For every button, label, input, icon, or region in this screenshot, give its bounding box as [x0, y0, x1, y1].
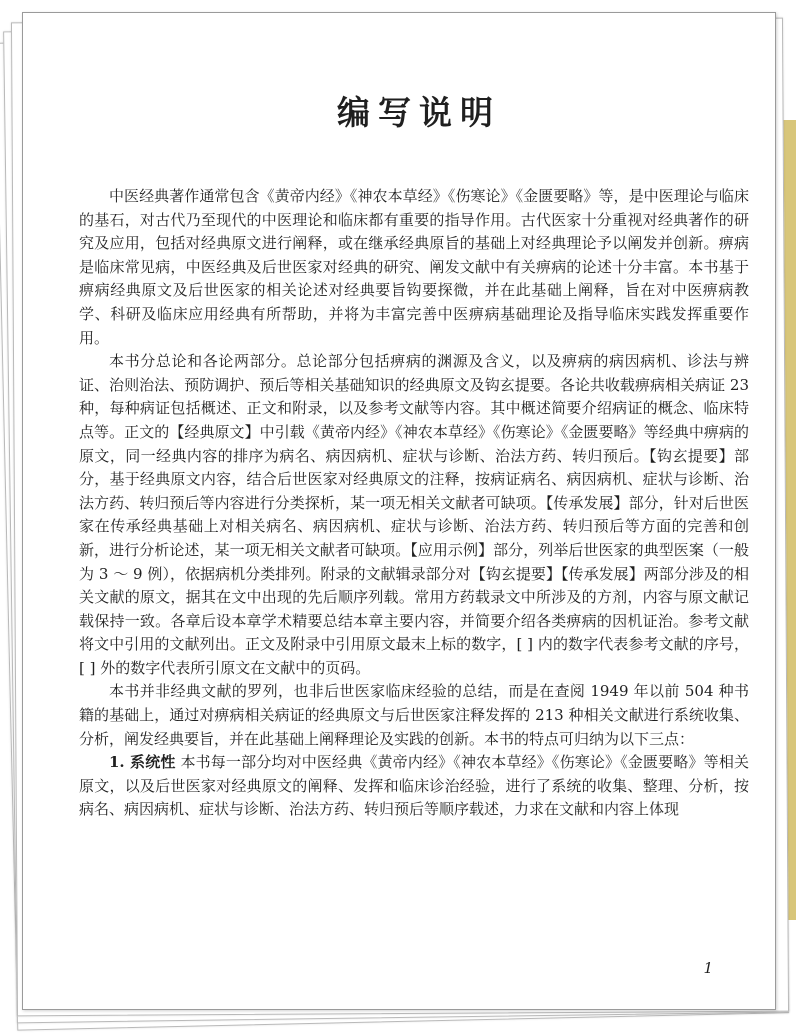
page-body [79, 185, 749, 822]
feature-point [79, 751, 749, 822]
page-title: 编写说明 [337, 93, 501, 132]
feature-point-label: 1. 系统性 [109, 753, 176, 772]
feature-point-text: 本书每一部分均对中医经典《黄帝内经》《神农本草经》《伤寒论》《金匮要略》等相关原文，以及后世医家对经典原文的阐释、发挥和临床诊治经验，进行了系统的收集、整理、分析，按病名、病因病机、症状与诊断、治法方药、转归预后等顺序载述，力求在文献和内容上体现 [79, 753, 749, 819]
body-paragraph: 本书分总论和各论两部分。总论部分包括痹病的渊源及含义，以及痹病的病因病机、诊法与辨证、治则治法、预防调护、预后等相关基础知识的经典原文及钩玄提要。各论共收载痹病相关病证 23 种，每种病证包括概述、正文和附录，以及参考文献等内容。其中概述简要介绍病证的概念、临床特点等。正文的【经典原文】中引载《黄帝内经》《神农本草经》《伤寒论》《金匮要略》等经典中痹病的原文，同一经典内容的排序为病名、病因病机、症状与诊断、治法方药、转归预后。【钩玄提要】部分，基于经典原文内容，结合后世医家对经典原文的注释，按病证病名、病因病机、症状与诊断、治法方药、转归预后等内容进行分类探析，某一项无相关文献者可缺项。【传承发展】部分，针对后世医家在传承经典基础上对相关病名、病因病机、症状与诊断、治法方药、转归预后等方面的完善和创新，进行分析论述，某一项无相关文献者可缺项。【应用示例】部分，列举后世医家的典型医案（一般为 3 ～ 9 例），依据病机分类排列。附录的文献辑录部分对【钩玄提要】【传承发展】两部分涉及的相关文献的原文，据其在文中出现的先后顺序列载。常用方药载录文中所涉及的方剂，内容与原文献记载保持一致。各章后设本章学术精要总结本章主要内容，并简要介绍各类痹病的因机证治。参考文献将文中引用的文献列出。正文及附录中引用原文最末上标的数字，[ ] 内的数字代表参考文献的序号，[ ] 外的数字代表所引原文在文献中的页码。 [79, 352, 749, 677]
body-paragraph: 本书并非经典文献的罗列，也非后世医家临床经验的总结，而是在查阅 1949 年以前 504 种书籍的基础上，通过对痹病相关病证的经典原文与后世医家注释发挥的 213 种相关文献进行系统收集、分析，阐发经典要旨，并在此基础上阐释理论及实践的创新。本书的特点可归纳为以下三点： [79, 682, 749, 748]
document-page [22, 12, 776, 1010]
page-number: 1 [703, 959, 713, 977]
body-paragraph: 中医经典著作通常包含《黄帝内经》《神农本草经》《伤寒论》《金匮要略》等，是中医理论与临床的基石，对古代乃至现代的中医理论和临床都有重要的指导作用。古代医家十分重视对经典著作的研究及应用，包括对经典原文进行阐释，或在继承经典原旨的基础上对经典理论予以阐发并创新。痹病是临床常见病，中医经典及后世医家对经典的研究、阐发文献中有关痹病的论述十分丰富。本书基于痹病经典原文及后世医家的相关论述对经典要旨钩要探微，并在此基础上阐释，旨在对中医痹病教学、科研及临床应用经典有所帮助，并将为丰富完善中医痹病基础理论及指导临床实践发挥重要作用。 [79, 187, 749, 347]
